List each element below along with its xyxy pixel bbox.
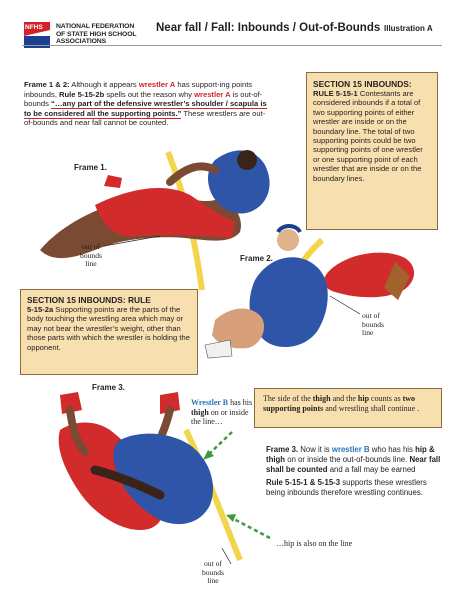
supporting-points-note: The side of the thigh and the hip counts as two supporting points and wrestling shall continue . xyxy=(254,388,442,428)
rule-box-5-15-2a xyxy=(20,289,198,375)
arrow-thigh xyxy=(208,432,232,455)
page-title: Near fall / Fall: Inbounds / Out-of-Bounds xyxy=(156,22,381,34)
out-of-bounds-note-1: out of bounds line xyxy=(80,242,102,269)
rule-box-body: 5-15-2a Supporting points are the parts of the body touching the wrestling area which may or may not bear the wrestler’s weight, other than those parts with which the wrestler is holding the opponent. xyxy=(27,305,190,352)
arrow-hip xyxy=(232,518,270,538)
frame-3-label: Frame 3. xyxy=(92,383,125,392)
illustration-label: Illustration A xyxy=(384,24,433,33)
rule-box-5-15-1 xyxy=(306,72,438,230)
logo-mark: NFHS xyxy=(25,24,43,31)
rule-box-heading: SECTION 15 INBOUNDS: xyxy=(313,79,412,89)
out-of-bounds-note-3: out of bounds line xyxy=(202,559,224,586)
org-name: NATIONAL FEDERATION OF STATE HIGH SCHOOL ASSOCIATIONS xyxy=(56,23,137,46)
rule-box-heading: SECTION 15 INBOUNDS: RULE xyxy=(27,295,151,305)
hip-note: …hip is also on the line xyxy=(276,539,353,548)
frame-2-label: Frame 2. xyxy=(240,254,273,263)
frame-3-explanation: Frame 3. Now it is wrestler B who has his hip & thigh on or inside the out-of-bounds line. Near fall shall be counted and a fall may be earned Rule 5-15-1 & 5-15-3 supports these wrestlers being inbounds therefore wrestling continues. xyxy=(266,445,441,498)
wrestler-b-thigh-note: Wrestler B has his thigh on or inside the line… xyxy=(191,398,253,427)
out-of-bounds-note-2: out of bounds line xyxy=(362,311,384,338)
intro-paragraph: Frame 1 & 2: Although it appears wrestler A has support-ing points inbounds, Rule 5-15-2b spells out the reason why wrestler A is out-of-bounds “…any part of the defensive wrestler’s shoulder / scapula is to be considered all the supporting points.” These wrestlers are out-of-bounds and near fall cannot be counted. xyxy=(24,80,267,128)
frame-1-label: Frame 1. xyxy=(74,163,107,172)
rule-box-body: RULE 5-15-1 Contestants are considered inbounds if a total of two supporting points of either wrestler are inside or on the boundary line. The total of two supporting points could be two supporting points of one wrestler or one supporting point of each wrestler that are inside or on the boundary lines. xyxy=(313,89,423,183)
